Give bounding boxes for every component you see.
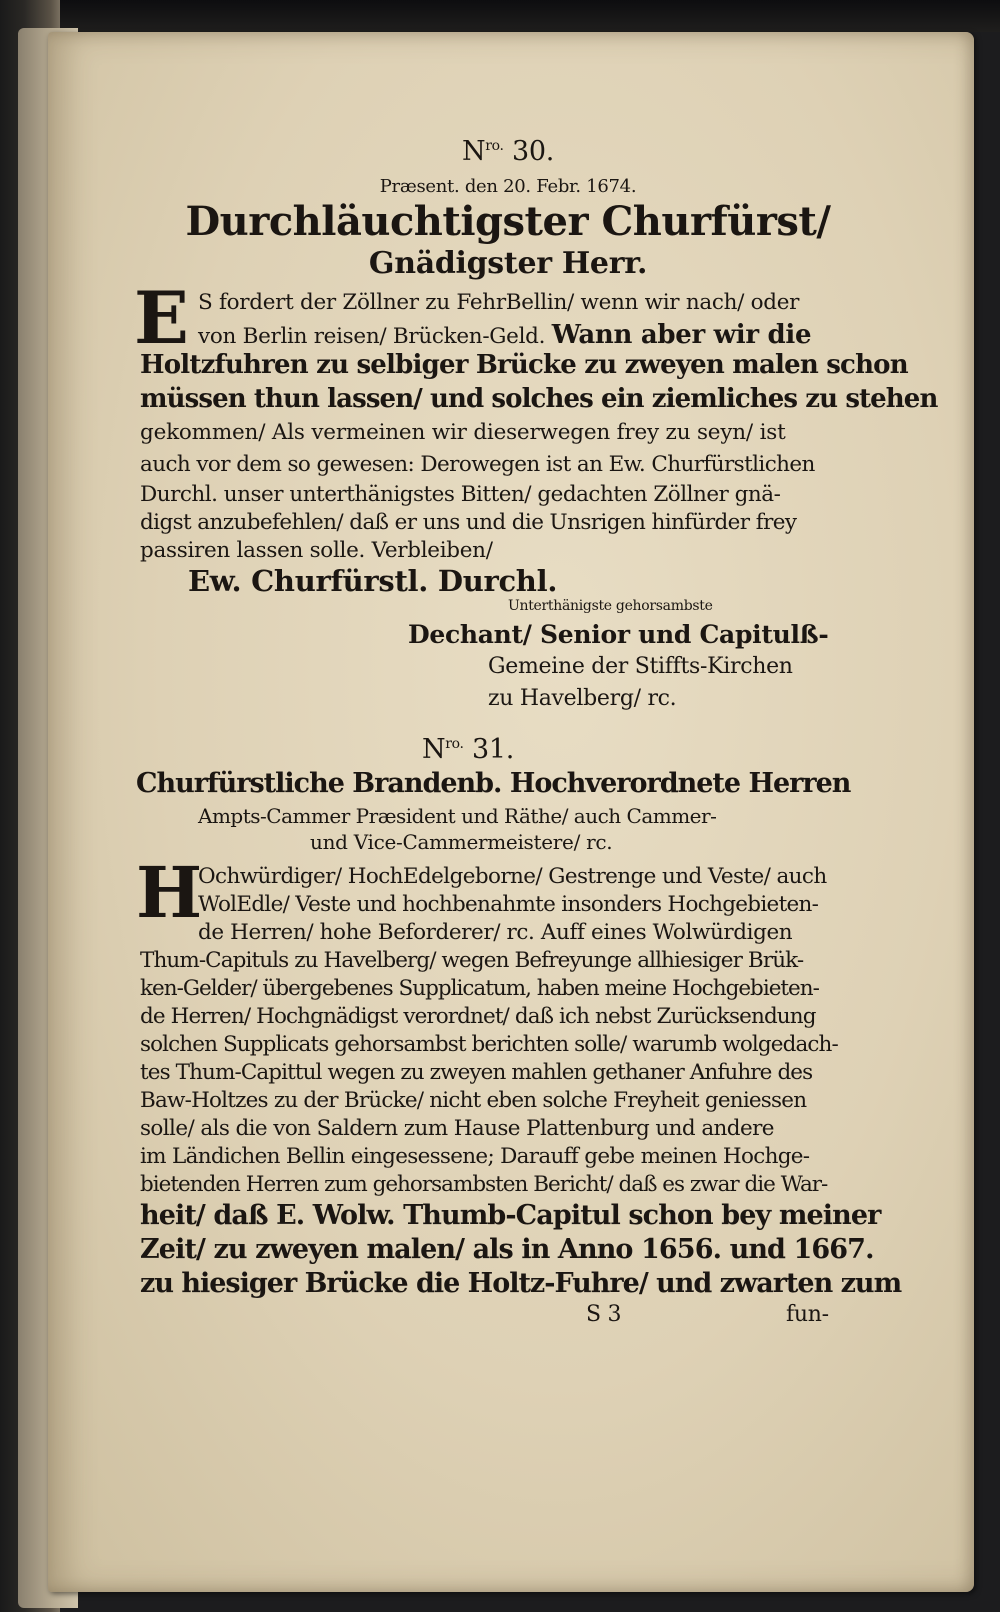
- doc2-line-11: im Ländichen Bellin eingesessene; Darauff gebe meinen Hochge-: [140, 1144, 810, 1169]
- doc1-closing: Ew. Churfürstl. Durchl.: [188, 564, 558, 598]
- doc2-heading-line3: und Vice-Cammermeistere/ rc.: [310, 830, 613, 854]
- doc2-line-14: Zeit/ zu zweyen malen/ als in Anno 1656. und 1667.: [140, 1234, 874, 1265]
- doc2-line-2: WolEdle/ Veste und hochbenahmte insonders Hochgebieten-: [198, 892, 819, 917]
- doc2-dropcap: H: [136, 851, 203, 934]
- doc1-line-2: von Berlin reisen/ Brücken-Geld. Wann aber wir die: [198, 320, 812, 350]
- doc2-line-5: ken-Gelder/ übergebenes Supplicatum, haben meine Hochgebieten-: [140, 976, 819, 1001]
- doc1-received-date: Præsent. den 20. Febr. 1674.: [379, 176, 637, 197]
- doc1-line-3: Holtzfuhren zu selbiger Brücke zu zweyen malen schon: [140, 350, 908, 380]
- doc1-line-8: digst anzubefehlen/ daß er uns und die Unsrigen hinfürder frey: [140, 510, 797, 535]
- doc2-line-1: Ochwürdiger/ HochEdelgeborne/ Gestrenge und Veste/ auch: [198, 864, 827, 889]
- doc2-heading-line1: Churfürstliche Brandenb. Hochverordnete Herren: [136, 768, 851, 799]
- doc1-line-5: gekommen/ Als vermeinen wir dieserwegen frey zu seyn/ ist: [140, 420, 786, 445]
- doc1-signature-line-2: Gemeine der Stiffts-Kirchen: [488, 654, 793, 679]
- doc1-dropcap: E: [134, 275, 189, 360]
- doc2-line-13: heit/ daß E. Wolw. Thumb-Capitul schon bey meiner: [140, 1200, 881, 1231]
- doc1-line-4: müssen thun lassen/ und solches ein ziemliches zu stehen: [140, 384, 938, 414]
- scan-background-top: [0, 0, 1000, 32]
- doc2-line-10: solle/ als die von Saldern zum Hause Plattenburg und andere: [140, 1116, 774, 1141]
- doc2-line-4: Thum-Capituls zu Havelberg/ wegen Befreyunge allhiesiger Brük-: [140, 948, 804, 973]
- catchword: fun-: [786, 1302, 829, 1327]
- doc2-line-6: de Herren/ Hochgnädigst verordnet/ daß ich nebst Zurücksendung: [140, 1004, 816, 1029]
- doc1-signature-line-1: Dechant/ Senior und Capitulß-: [408, 620, 829, 649]
- doc2-line-3: de Herren/ hohe Beforderer/ rc. Auff eines Wolwürdigen: [198, 920, 793, 945]
- doc1-number: $N^{ro.}$ 30.: [461, 136, 555, 167]
- doc2-line-7: solchen Supplicats gehorsambst berichten solle/ warumb wolgedach-: [140, 1032, 838, 1057]
- doc1-line-6: auch vor dem so gewesen: Derowegen ist an Ew. Churfürstlichen: [140, 452, 815, 477]
- doc1-line-7: Durchl. unser unterthänigstes Bitten/ gedachten Zöllner gnä-: [140, 482, 781, 507]
- doc1-title-line1: Durchläuchtigster Churfürst/: [185, 198, 831, 245]
- signature-mark: S 3: [586, 1302, 622, 1327]
- doc1-signature-line-3: zu Havelberg/ rc.: [488, 686, 677, 711]
- doc2-line-15: zu hiesiger Brücke die Holtz-Fuhre/ und zwarten zum: [140, 1268, 902, 1299]
- doc2-number: $N^{ro.}$ 31.: [421, 734, 515, 765]
- document-page: [48, 32, 974, 1592]
- doc1-title-line2: Gnädigster Herr.: [368, 246, 648, 281]
- doc2-heading-line2: Ampts-Cammer Præsident und Räthe/ auch Cammer-: [198, 804, 717, 828]
- doc2-line-9: Baw-Holtzes zu der Brücke/ nicht eben solche Freyheit geniessen: [140, 1088, 807, 1113]
- doc1-signature-small: Unterthänigste gehorsambste: [508, 598, 713, 614]
- doc2-line-12: bietenden Herren zum gehorsambsten Bericht/ daß es zwar die War-: [140, 1172, 828, 1197]
- doc1-line-1: S fordert der Zöllner zu FehrBellin/ wenn wir nach/ oder: [198, 290, 800, 315]
- doc2-line-8: tes Thum-Capittul wegen zu zweyen mahlen gethaner Anfuhre des: [140, 1060, 813, 1085]
- doc1-line-9: passiren lassen solle. Verbleiben/: [140, 538, 493, 563]
